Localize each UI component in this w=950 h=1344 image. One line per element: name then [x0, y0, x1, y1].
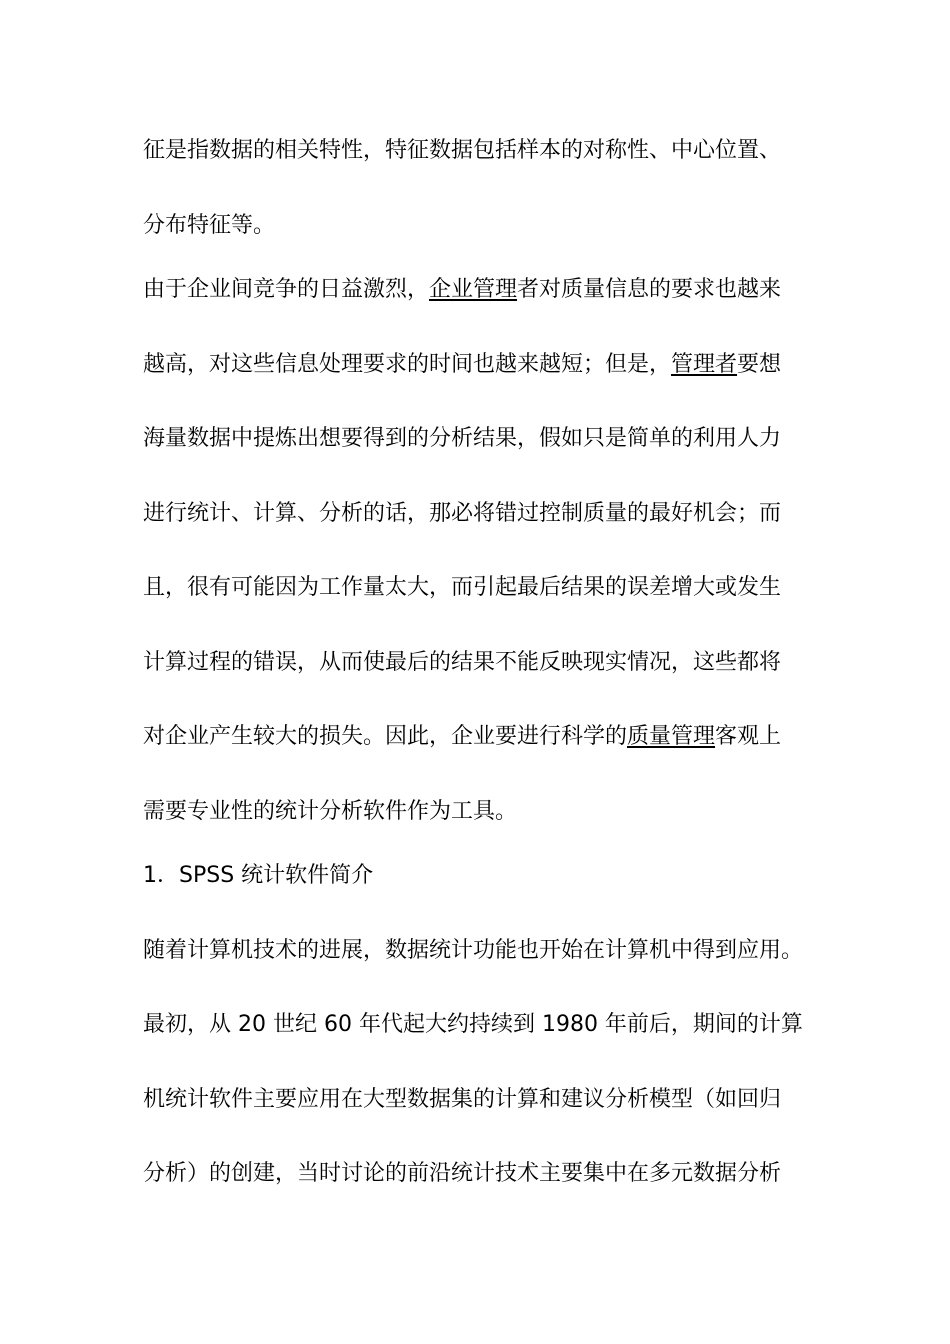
paragraph-line: 进行统计、计算、分析的话，那必将错过控制质量的最好机会；而: [143, 501, 782, 526]
paragraph-line: 机统计软件主要应用在大型数据集的计算和建议分析模型（如回归: [143, 1087, 782, 1112]
text-segment: 要想: [737, 352, 782, 377]
paragraph-line: 计算过程的错误，从而使最后的结果不能反映现实情况，这些都将: [143, 650, 782, 675]
text-segment: 由于企业间竞争的日益激烈，: [143, 277, 430, 302]
paragraph-line: [143, 722, 781, 752]
paragraph-line: 征是指数据的相关特性，特征数据包括样本的对称性、中心位置、: [143, 138, 782, 163]
paragraph-line: 且，很有可能因为工作量太大，而引起最后结果的误差增大或发生: [143, 575, 782, 600]
paragraph-line: [143, 275, 781, 305]
link-manager[interactable]: 管理者: [671, 352, 738, 377]
text-segment: 者对质量信息的要求也越来: [517, 277, 782, 302]
paragraph-line: 分布特征等。: [143, 213, 276, 238]
text-segment: 客观上: [715, 724, 782, 749]
link-quality-management[interactable]: 质量管理: [627, 724, 716, 749]
paragraph-line: [143, 350, 781, 380]
paragraph-line: 分析）的创建，当时讨论的前沿统计技术主要集中在多元数据分析: [143, 1161, 782, 1186]
link-enterprise-management[interactable]: 企业管理: [429, 277, 518, 302]
paragraph-line: 随着计算机技术的进展，数据统计功能也开始在计算机中得到应用。: [143, 938, 804, 963]
text-segment: 对企业产生较大的损失。因此，企业要进行科学的: [143, 724, 628, 749]
section-heading: 1．SPSS 统计软件简介: [143, 863, 374, 888]
paragraph-line: 海量数据中提炼出想要得到的分析结果，假如只是简单的利用人力: [143, 426, 782, 451]
paragraph-line: 需要专业性的统计分析软件作为工具。: [143, 799, 518, 824]
paragraph-line: 最初，从 20 世纪 60 年代起大约持续到 1980 年前后，期间的计算: [143, 1012, 803, 1037]
text-segment: 越高，对这些信息处理要求的时间也越来越短；但是，: [143, 352, 672, 377]
